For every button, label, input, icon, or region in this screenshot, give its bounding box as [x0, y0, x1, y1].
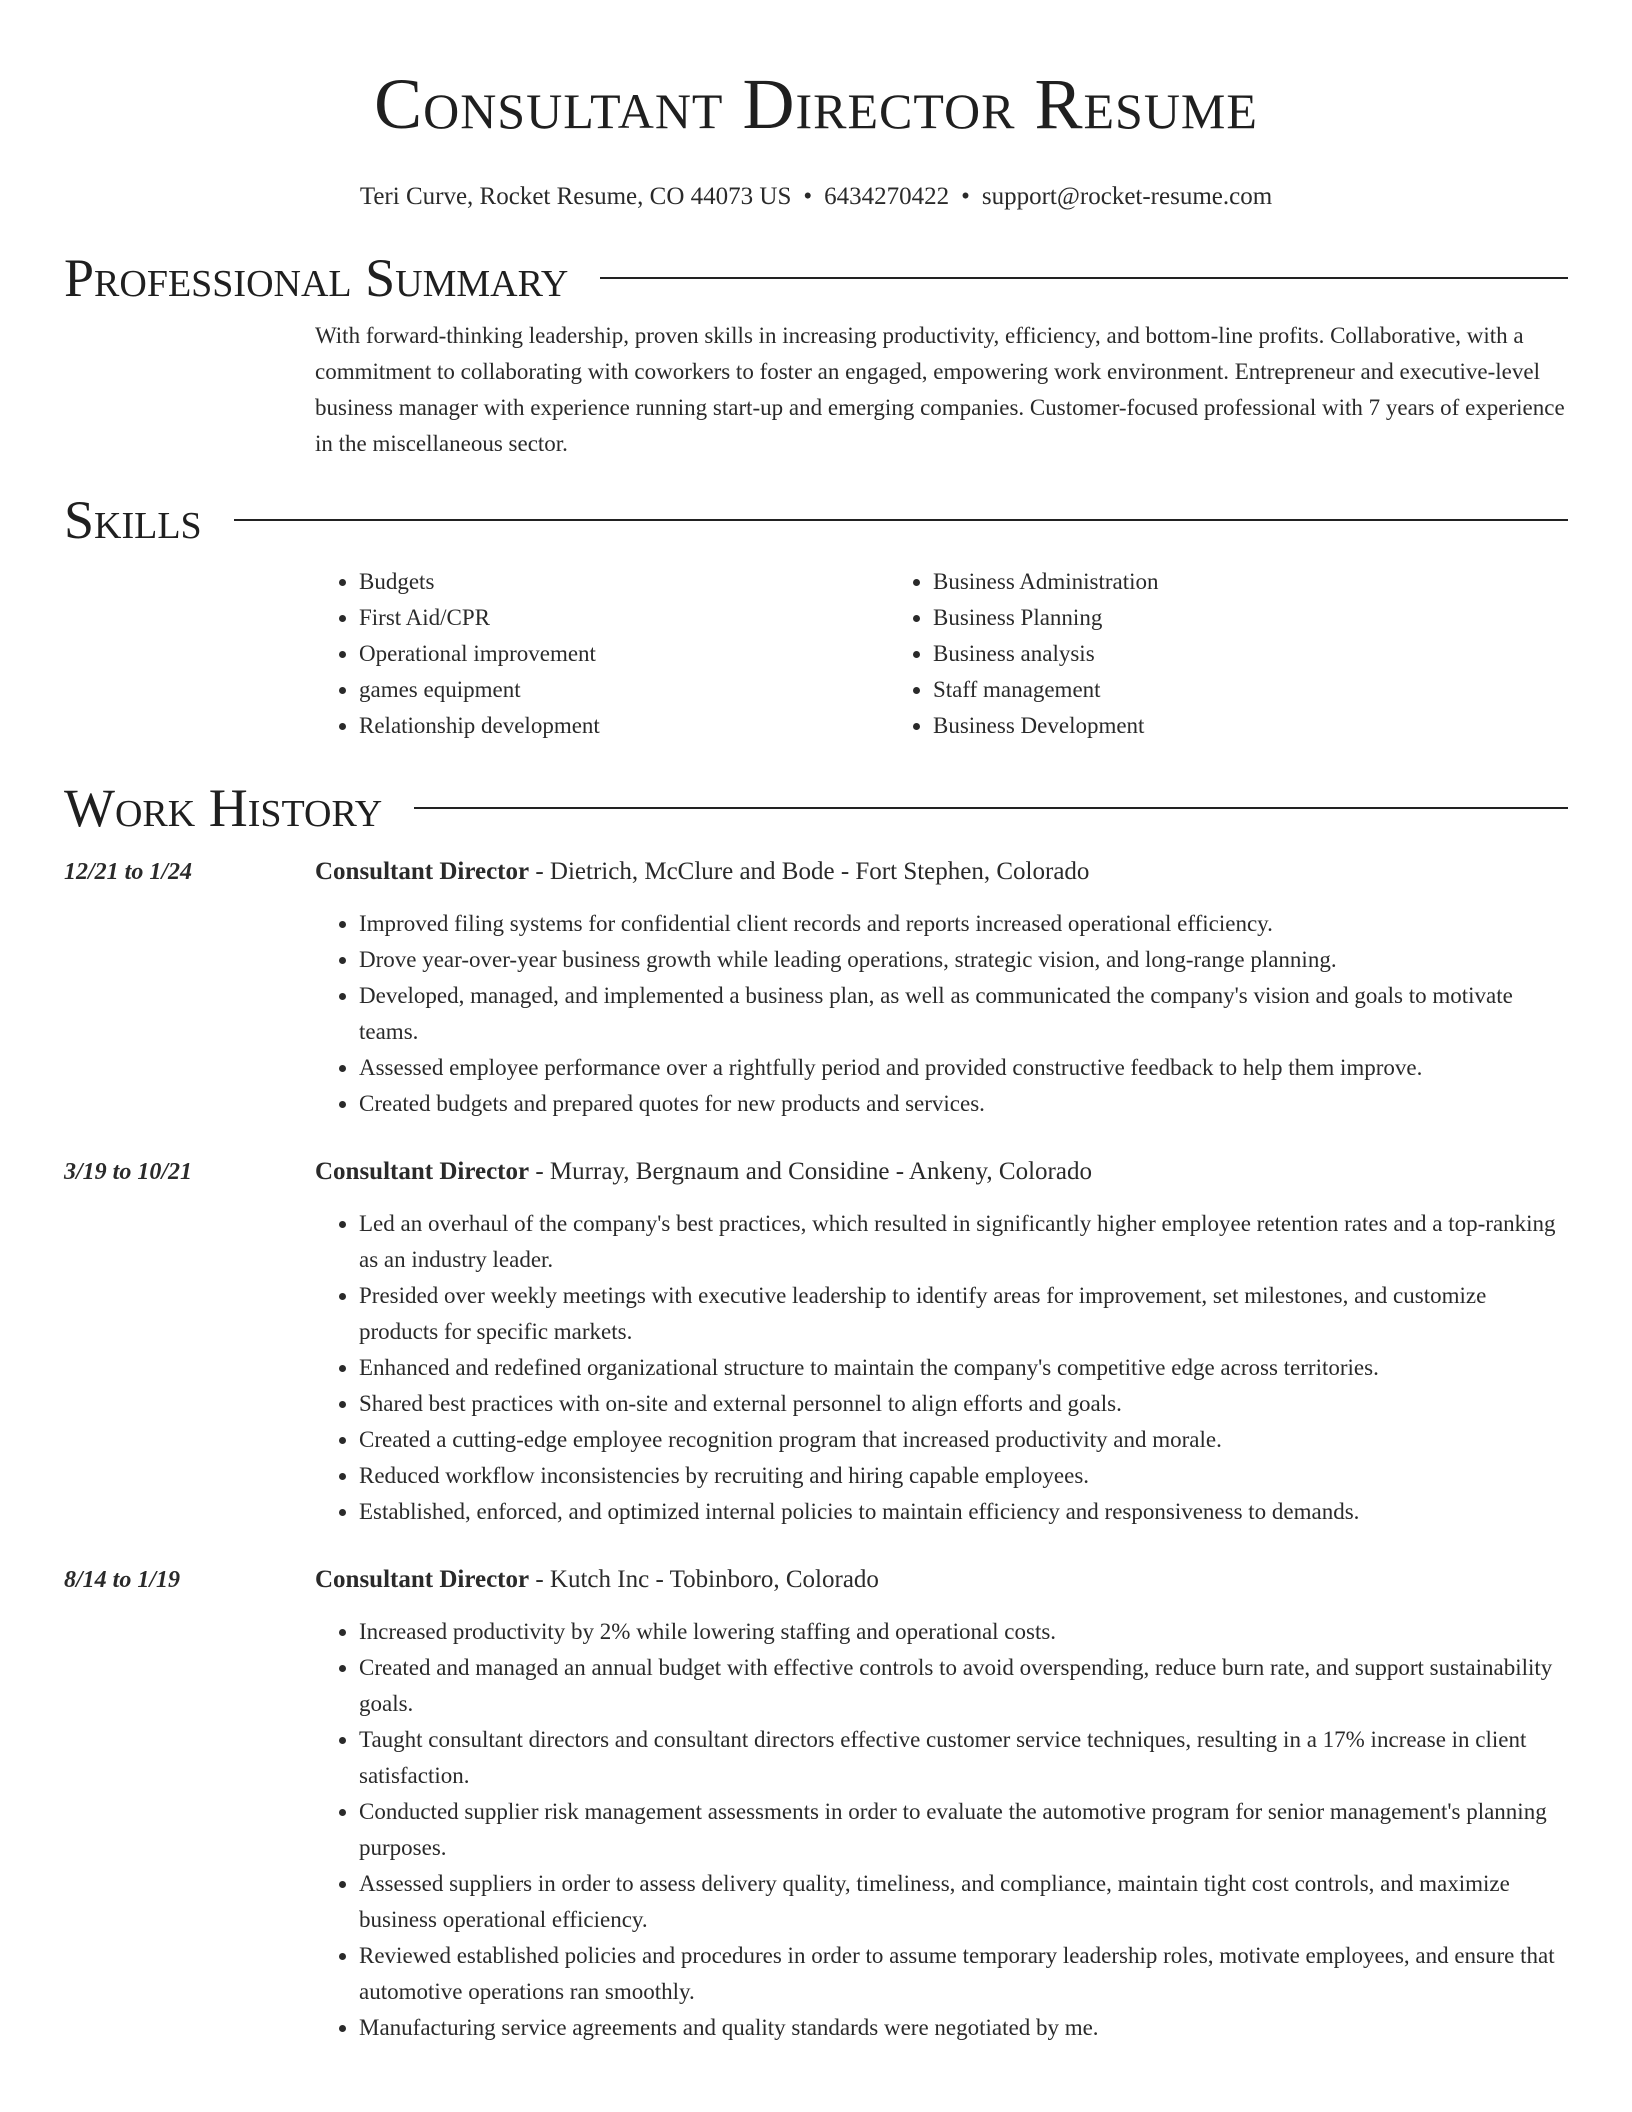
contact-separator: •	[961, 183, 970, 210]
contact-address: Teri Curve, Rocket Resume, CO 44073 US	[359, 183, 792, 210]
summary-section-header	[64, 246, 1568, 310]
skill-item: • Business analysis	[933, 636, 1463, 672]
skills-list	[315, 564, 1568, 744]
job-bullet: • Created a cutting-edge employee recognition program that increased productivity and morale.	[359, 1422, 1568, 1458]
section-divider	[414, 807, 1568, 809]
job-bullet: • Presided over weekly meetings with executive leadership to identify areas for improvement, set milestones, and customize products for specific markets.	[359, 1278, 1568, 1350]
job-bullet: • Assessed employee performance over a rightfully period and provided constructive feedback to help them improve.	[359, 1050, 1568, 1086]
job-bullet: • Conducted supplier risk management assessments in order to evaluate the automotive program for senior management's planning purposes.	[359, 1794, 1568, 1866]
job-bullet: • Established, enforced, and optimized internal policies to maintain efficiency and responsiveness to demands.	[359, 1494, 1568, 1530]
skill-item: • Operational improvement	[359, 636, 889, 672]
skill-item: • Staff management	[933, 672, 1463, 708]
job-bullet: • Drove year-over-year business growth while leading operations, strategic vision, and long-range planning.	[359, 942, 1568, 978]
work-history-list	[64, 854, 1568, 2046]
skill-item: • Business Planning	[933, 600, 1463, 636]
skills-column-right	[889, 564, 1463, 744]
job-dates: 8/14 to 1/19	[64, 1567, 181, 1593]
job-bullet: • Reduced workflow inconsistencies by recruiting and hiring capable employees.	[359, 1458, 1568, 1494]
job-bullet: • Shared best practices with on-site and external personnel to align efforts and goals.	[359, 1386, 1568, 1422]
job-bullet: • Created and managed an annual budget with effective controls to avoid overspending, reduce burn rate, and support sustainability goals.	[359, 1650, 1568, 1722]
work-heading: Work History	[64, 778, 383, 838]
job-bullet: • Taught consultant directors and consultant directors effective customer service techniques, resulting in a 17% increase in client satisfaction.	[359, 1722, 1568, 1794]
job-bullet: • Assessed suppliers in order to assess delivery quality, timeliness, and compliance, maintain tight cost controls, and maximize business operational efficiency.	[359, 1866, 1568, 1938]
skills-heading: Skills	[64, 490, 202, 550]
job-bullet: • Manufacturing service agreements and quality standards were negotiated by me.	[359, 2010, 1568, 2046]
job-body	[315, 1562, 1568, 2046]
job-company-location: - Dietrich, McClure and Bode - Fort Stephen, Colorado	[529, 858, 1090, 885]
job-company-location: - Kutch Inc - Tobinboro, Colorado	[529, 1566, 879, 1593]
job-entry	[64, 1562, 1568, 2046]
job-bullet: • Developed, managed, and implemented a business plan, as well as communicated the company's vision and goals to motivate teams.	[359, 978, 1568, 1050]
job-body	[315, 854, 1568, 1122]
job-bullets	[315, 1614, 1568, 2046]
job-entry	[64, 1154, 1568, 1530]
skill-item: • games equipment	[359, 672, 889, 708]
skill-item: • First Aid/CPR	[359, 600, 889, 636]
job-role: Consultant Director	[315, 1158, 530, 1185]
section-divider	[234, 519, 1568, 521]
job-dates: 3/19 to 10/21	[64, 1159, 193, 1185]
job-bullets	[315, 906, 1568, 1122]
job-company-location: - Murray, Bergnaum and Considine - Ankeny, Colorado	[529, 1158, 1092, 1185]
job-header	[315, 1154, 1568, 1190]
skill-item: • Business Development	[933, 708, 1463, 744]
job-bullet: • Created budgets and prepared quotes for new products and services.	[359, 1086, 1568, 1122]
job-bullet: • Increased productivity by 2% while lowering staffing and operational costs.	[359, 1614, 1568, 1650]
summary-heading: Professional Summary	[64, 248, 569, 308]
skill-item: • Budgets	[359, 564, 889, 600]
skill-item: • Business Administration	[933, 564, 1463, 600]
summary-text: With forward-thinking leadership, proven skills in increasing productivity, efficiency, and bottom-line profits. Collaborative, with a commitment to collaborating with coworkers to foster an engaged, empowering work environment. Entrepreneur and executive-level business manager with experience running start-up and emerging companies. Customer-focused professional with 7 years of experience in the miscellaneous sector.	[315, 323, 1565, 456]
job-bullet: • Improved filing systems for confidential client records and reports increased operational efficiency.	[359, 906, 1568, 942]
job-entry	[64, 854, 1568, 1122]
job-bullet: • Led an overhaul of the company's best practices, which resulted in significantly higher employee retention rates and a top-ranking as an industry leader.	[359, 1206, 1568, 1278]
skills-column-left	[315, 564, 889, 744]
page-title: Consultant Director Resume	[374, 64, 1258, 144]
job-bullets	[315, 1206, 1568, 1530]
job-header	[315, 1562, 1568, 1598]
job-body	[315, 1154, 1568, 1530]
contact-separator: •	[803, 183, 813, 210]
contact-line	[64, 182, 1568, 212]
work-section-header	[64, 776, 1568, 840]
skill-item: • Relationship development	[359, 708, 889, 744]
job-role: Consultant Director	[315, 858, 530, 885]
job-role: Consultant Director	[315, 1566, 530, 1593]
job-bullet: • Reviewed established policies and procedures in order to assume temporary leadership roles, motivate employees, and ensure that automotive operations ran smoothly.	[359, 1938, 1568, 2010]
section-divider	[600, 277, 1568, 279]
contact-phone: 6434270422	[824, 183, 950, 210]
contact-email: support@rocket-resume.com	[981, 183, 1273, 210]
skills-section-header	[64, 488, 1568, 552]
job-header	[315, 854, 1568, 890]
job-bullet: • Enhanced and redefined organizational structure to maintain the company's competitive edge across territories.	[359, 1350, 1568, 1386]
job-dates: 12/21 to 1/24	[64, 859, 193, 885]
